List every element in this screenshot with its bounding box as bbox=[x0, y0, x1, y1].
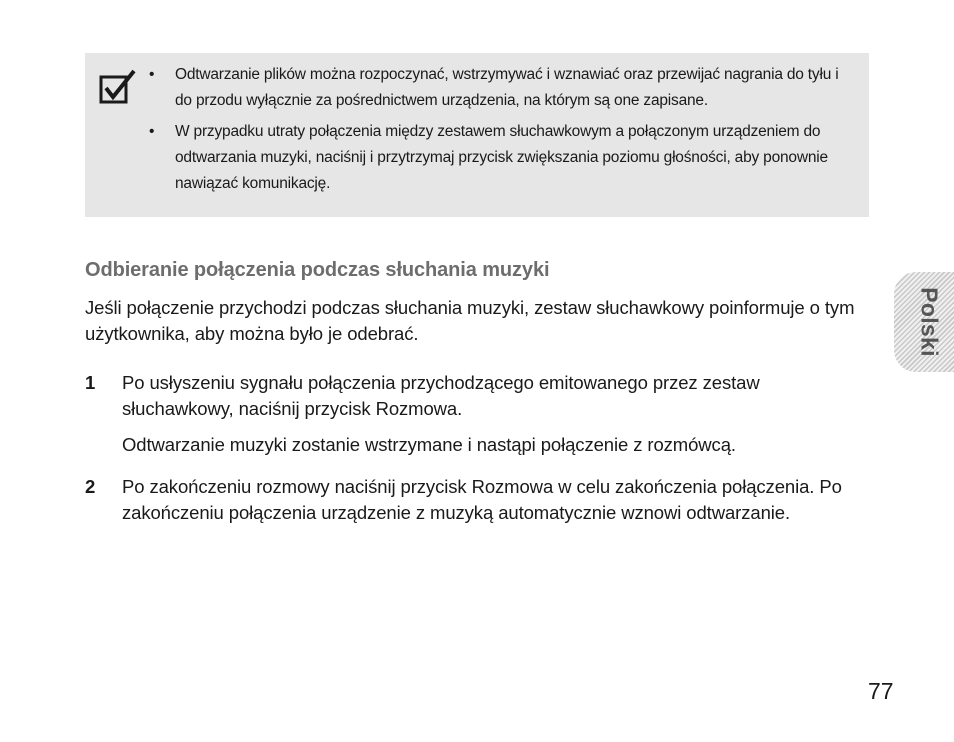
note-box bbox=[85, 53, 869, 217]
step-text: Po zakończeniu rozmowy naciśnij przycisk Rozmowa w celu zakończenia połączenia. Po zakończeniu połączenia urządzenie z muzyką automatycznie wznowi odtwarzanie. bbox=[122, 476, 842, 523]
step-number: 2 bbox=[85, 476, 96, 497]
note-item-text: Odtwarzanie plików można rozpoczynać, wstrzymywać i wznawiać oraz przewijać nagrania do tyłu i do przodu wyłącznie za pośrednictwem urządzenia, na którym są one zapisane. bbox=[175, 66, 839, 109]
step-1-result: Odtwarzanie muzyki zostanie wstrzymane i nastąpi połączenie z rozmówcą. bbox=[122, 434, 736, 455]
page-number: 77 bbox=[868, 678, 894, 704]
bullet-icon: • bbox=[149, 66, 155, 83]
step-text: Po usłyszeniu sygnału połączenia przychodzącego emitowanego przez zestaw słuchawkowy, naciśnij przycisk Rozmowa. bbox=[122, 372, 760, 419]
note-item-text: W przypadku utraty połączenia między zestawem słuchawkowym a połączonym urządzeniem do odtwarzania muzyki, naciśnij i przytrzymaj przycisk zwiększania poziomu głośności, aby ponownie nawiązać komunikację. bbox=[175, 123, 828, 192]
section-intro: Jeśli połączenie przychodzi podczas słuchania muzyki, zestaw słuchawkowy poinformuje o tym użytkownika, aby można było je odebrać. bbox=[85, 297, 855, 344]
note-item bbox=[147, 119, 859, 197]
language-side-tab bbox=[894, 272, 954, 372]
bullet-icon: • bbox=[149, 123, 155, 140]
checkbox-check-icon bbox=[99, 68, 137, 106]
note-list bbox=[147, 62, 859, 202]
note-item bbox=[147, 62, 859, 114]
step-number: 1 bbox=[85, 372, 96, 393]
language-tab-label: Polski bbox=[916, 287, 943, 357]
section-heading: Odbieranie połączenia podczas słuchania muzyki bbox=[85, 259, 550, 281]
